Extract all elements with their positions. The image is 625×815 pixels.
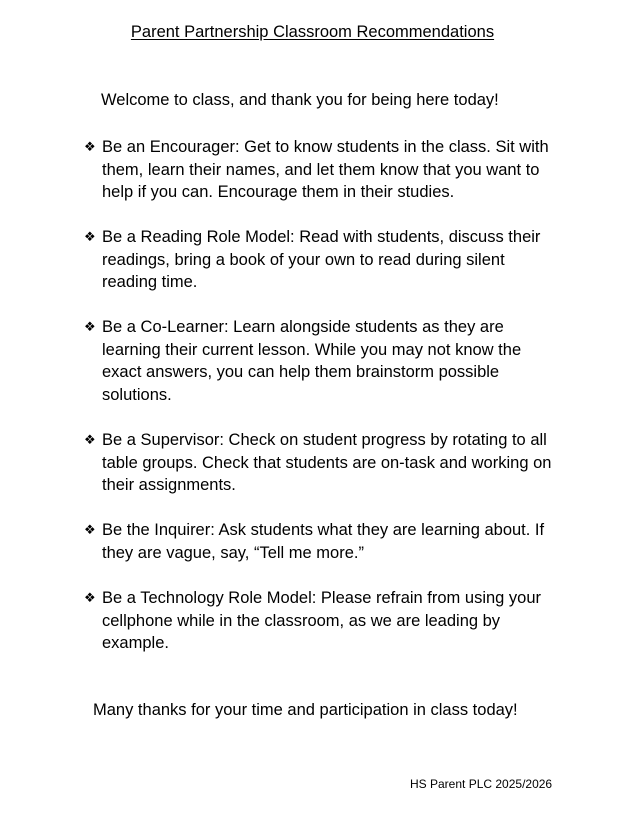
diamond-bullet-icon: ❖: [84, 522, 96, 537]
closing-text: Many thanks for your time and participation in class today!: [93, 701, 518, 719]
list-item-text: Be a Technology Role Model: Please refrain from using your cellphone while in the classroom, as we are leading by example.: [102, 589, 542, 653]
diamond-bullet-icon: ❖: [84, 432, 96, 447]
list-item-text: Be a Supervisor: Check on student progress by rotating to all table groups. Check that students are on-task and working on their assignments.: [102, 431, 552, 495]
list-item: [84, 429, 564, 497]
list-item: [84, 136, 564, 204]
list-item-text: Be a Reading Role Model: Read with students, discuss their readings, bring a book of your own to read during silent reading time.: [102, 228, 541, 292]
page-title: Parent Partnership Classroom Recommendations: [130, 23, 495, 41]
list-item: [84, 587, 564, 655]
diamond-bullet-icon: ❖: [84, 229, 96, 244]
diamond-bullet-icon: ❖: [84, 139, 96, 154]
footer-text: HS Parent PLC 2025/2026: [410, 777, 553, 791]
list-item: [84, 316, 564, 407]
list-item: [84, 519, 564, 564]
diamond-bullet-icon: ❖: [84, 319, 96, 334]
diamond-bullet-icon: ❖: [84, 590, 96, 605]
list-item-text: Be a Co-Learner: Learn alongside students as they are learning their current lesson. While you may not know the exact answers, you can help them brainstorm possible solutions.: [102, 318, 522, 405]
list-item: [84, 226, 564, 294]
welcome-text: Welcome to class, and thank you for being here today!: [101, 91, 499, 109]
list-item-text: Be the Inquirer: Ask students what they are learning about. If they are vague, say, “Tell me more.”: [102, 521, 545, 562]
list-item-text: Be an Encourager: Get to know students in the class. Sit with them, learn their names, and let them know that you want to help if you can. Encourage them in their studies.: [102, 138, 549, 202]
